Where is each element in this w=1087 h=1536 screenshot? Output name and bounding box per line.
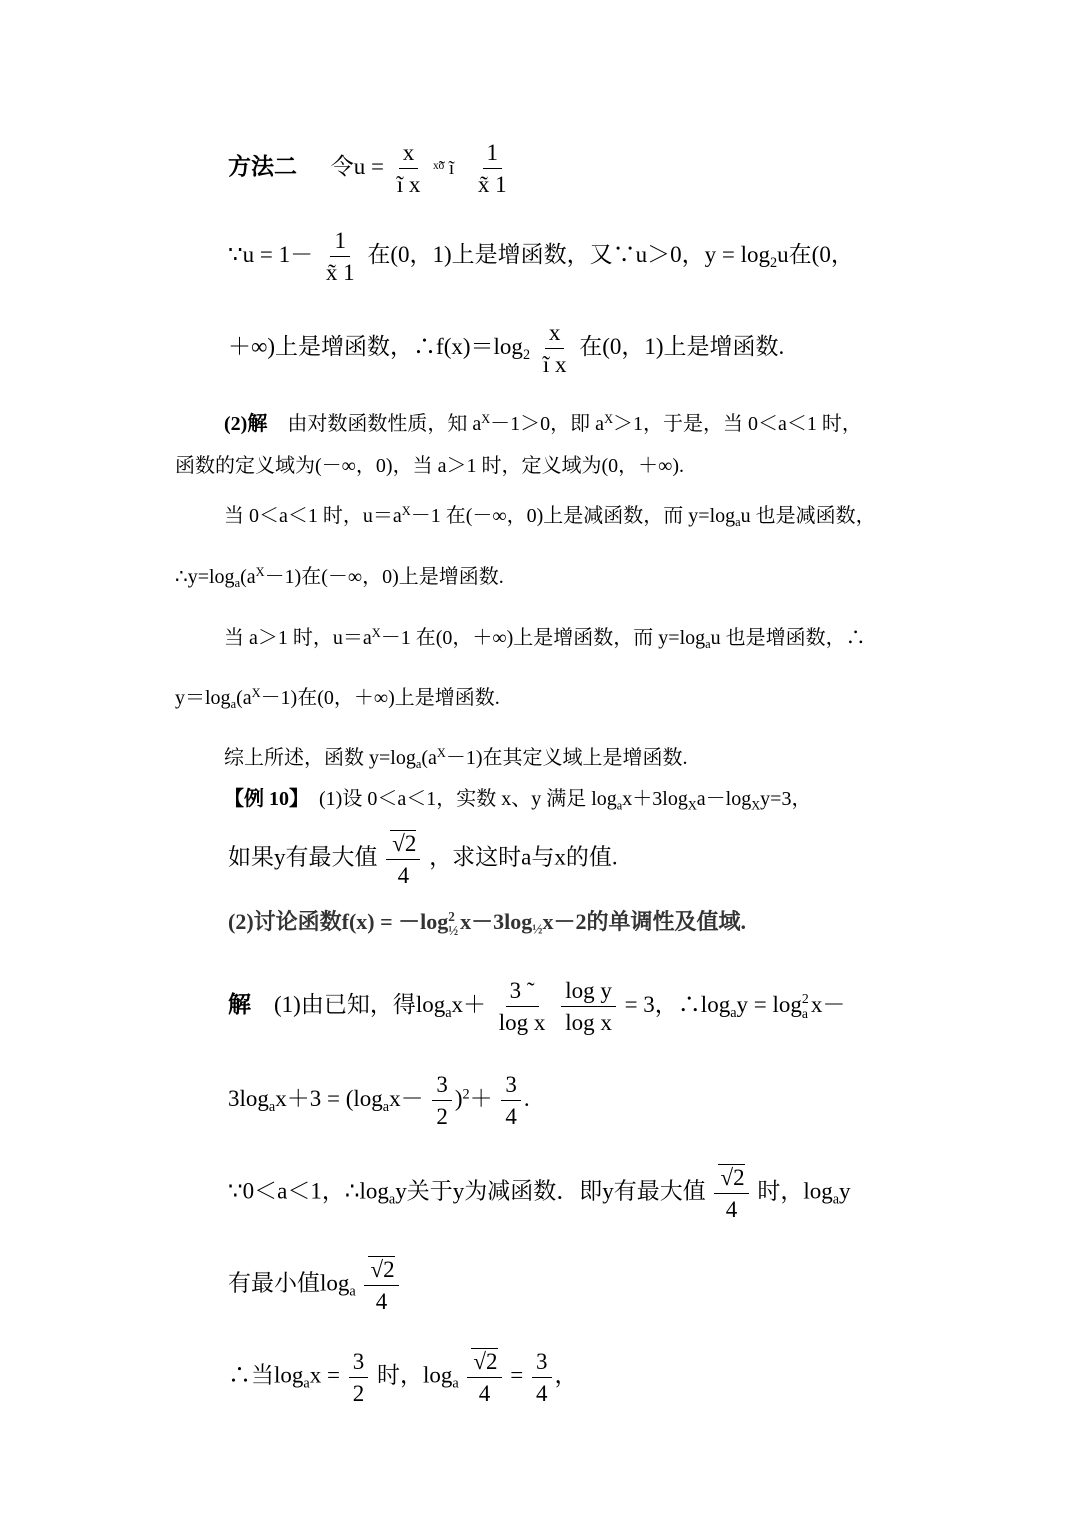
fraction-3-over-4: $\frac{3}{4}$ <box>532 1349 552 1407</box>
case-a-less-one-result: $\therefore y=\log_a(a^X-1)$在(－∞，0)上是增函数. <box>175 565 504 591</box>
method-two-line <box>228 140 514 198</box>
method-two-label: 方法二 <box>228 154 297 180</box>
fraction-sqrt2-over-4: $\frac{√2}{4}$ <box>467 1348 501 1407</box>
example-ten-label: 【例 10】 <box>224 788 299 810</box>
decreasing-line: ∵0＜a＜1，$\therefore\log_ay$关于y为减函数．即y有最大值 $\frac{√2}{4}$ 时，$\log_ay$ <box>228 1165 851 1223</box>
solution-label: 解 <box>228 992 251 1018</box>
fraction-1-over-x-1: $\frac{1}{x̃ 1}$ <box>325 228 355 286</box>
part-two-solution-line: (2)解 由对数函数性质，知 $a^X-1>0$，即 $a^X>1$，于是，当 0＜a＜1 时， <box>224 412 862 435</box>
garbled-symbols: ˣ̃ᵒ ĩ <box>433 158 455 180</box>
f-increasing-line: ＋∞)上是增函数，$\therefore f(x)=\log_2$ $\frac{x}{\text{ĩ x}}$ 在(0，1)上是增函数. <box>228 320 785 378</box>
fraction-3-over-4: $\frac{3}{4}$ <box>501 1072 521 1130</box>
case-a-greater-one-result: $y=\log_a(a^X-1)$在(0，＋∞)上是增函数. <box>175 686 500 712</box>
case-a-greater-one-line: 当 a＞1 时，$u=a^X-1$ 在(0，＋∞)上是增函数，而 $y=\log_au$ 也是增函数，∴ <box>224 626 866 652</box>
fraction-logy-over-logx: $\frac{\text{log y}}{\text{log x}}$ <box>561 978 616 1036</box>
fraction-sqrt2-over-4: $\frac{√2}{4}$ <box>386 830 420 889</box>
case-a-less-one-line: 当 0＜a＜1 时，$u=a^X-1$ 在(－∞，0)上是减函数，而 $y=\log_au$ 也是减函数， <box>224 504 876 530</box>
fraction-3-over-2: $\frac{3}{2}$ <box>349 1349 369 1407</box>
summary-line: 综上所述，函数 $y=\log_a(a^X-1)$在其定义域上是增函数. <box>224 746 688 772</box>
min-value-line: 有最小值$\log_a$ $\frac{√2}{4}$ <box>228 1256 402 1315</box>
part-two-question-line: (2)讨论函数f(x) = －log 2 ½ $x-3\log_{\frac{1}{2}}x-2$的单调性及值域. <box>228 908 747 938</box>
fraction-3-over-2: $\frac{3}{2}$ <box>432 1072 452 1130</box>
fraction-x-over-1-x: $\frac{x}{\text{ĩ x}}$ <box>396 140 421 198</box>
completing-square-line: $3\log_ax+3 = (\log_ax-$ $\frac{3}{2}$ )$^2$＋ $\frac{3}{4}$ . <box>228 1072 530 1130</box>
solution-one-line: 解 (1)由已知，得$\log_ax+$ $\frac{3 ˜}{\text{log x}}$ $\frac{\text{log y}}{\text{log x}}$ = 3，$\therefore\log_ay = \log$ 2 a x－ <box>228 978 846 1036</box>
fraction-x-over-1-x: $\frac{x}{\text{ĩ x}}$ <box>542 320 567 378</box>
u-increasing-line: ∵u = 1－ $\frac{1}{x̃ 1}$ 在(0，1)上是增函数，又∵u＞0，$y = \log_2u$在(0， <box>228 228 854 286</box>
max-value-line: 如果y有最大值 $\frac{√2}{4}$ ，求这时a与x的值. <box>228 831 618 889</box>
part-two-label: (2)解 <box>224 412 268 435</box>
let-u-text: 令u = <box>330 154 384 180</box>
fraction-sqrt2-over-4: $\frac{√2}{4}$ <box>714 1164 748 1223</box>
domain-line: 函数的定义域为(－∞，0)，当 a＞1 时，定义域为(0，＋∞). <box>175 455 685 477</box>
fraction-1-over-x-1: $\frac{1}{x̃ 1}$ <box>477 140 507 198</box>
fraction-sqrt2-over-4: $\frac{√2}{4}$ <box>364 1256 398 1315</box>
final-line: ∴当$\log_ax$ = $\frac{3}{2}$ 时，$\log_a$ $\frac{√2}{4}$ = $\frac{3}{4}$ ， <box>228 1348 578 1407</box>
example-ten-line: 【例 10】 (1)设 0＜a＜1，实数 x、y 满足 $\log_ax+3\log_Xa-\log_Xy=3$， <box>224 788 812 813</box>
fraction-3-over-logx: $\frac{3 ˜}{\text{log x}}$ <box>498 978 546 1036</box>
